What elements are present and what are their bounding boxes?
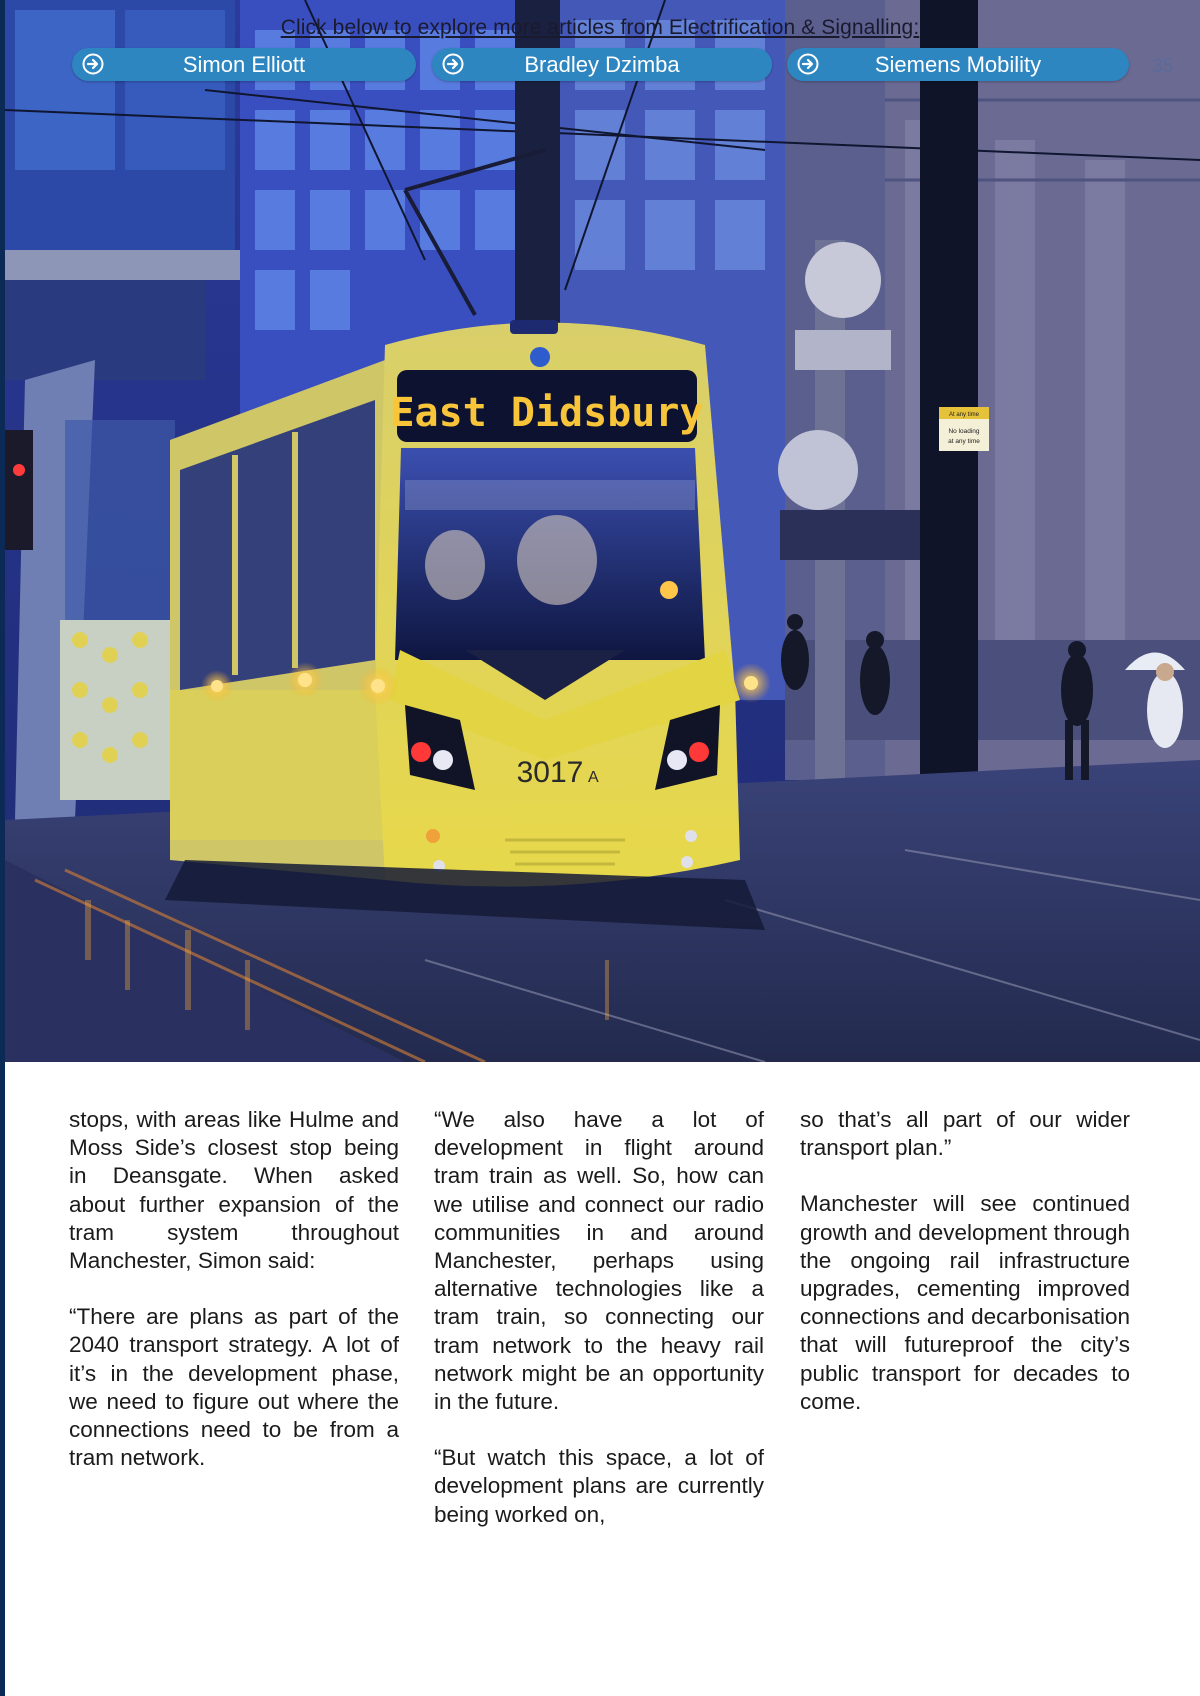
destination-display-text: East Didsbury — [390, 390, 704, 436]
sign-text-middle: No loading — [948, 428, 980, 435]
hero-photo — [5, 0, 1200, 1062]
paragraph: so that’s all part of our wider transport plan.” — [800, 1107, 1130, 1161]
tram-number-text: 3017 — [516, 756, 584, 789]
tram-photo-illustration — [5, 0, 1200, 1062]
article-button-simon-elliott[interactable] — [72, 48, 416, 81]
article-column-1 — [69, 1106, 399, 1500]
sign-text-top: At any time — [948, 412, 980, 418]
page-number: 35 — [1152, 56, 1174, 77]
arrow-right-circle-icon — [82, 53, 104, 75]
explore-articles-link[interactable]: Click below to explore more articles from Electrification & Signalling: — [280, 16, 920, 39]
paragraph: “We also have a lot of development in flight around tram train as well. So, how can we utilise and connect our radio communities in and around Manchester, perhaps using alternative technologies like a tram train, so connecting our tram network to the heavy rail network might be an opportunity in the future. — [434, 1107, 764, 1415]
arrow-right-circle-icon — [797, 53, 819, 75]
article-button-label: Simon Elliott — [182, 51, 306, 77]
article-body — [69, 1106, 1131, 1646]
sign-text-bottom: at any time — [948, 438, 980, 445]
article-column-3 — [800, 1106, 1130, 1444]
article-button-bradley-dzimba[interactable] — [432, 48, 772, 81]
paragraph: Manchester will see continued growth and development through the ongoing rail infrastructure upgrades, cementing improved connections and decarbonisation that will futureproof the city’s public transport for decades to come. — [800, 1191, 1130, 1414]
article-button-siemens-mobility[interactable] — [787, 48, 1129, 81]
tram-number-suffix: A — [588, 769, 599, 786]
article-button-label: Bradley Dzimba — [524, 51, 680, 77]
arrow-right-circle-icon — [442, 53, 464, 75]
paragraph: “But watch this space, a lot of development plans are currently being worked on, — [434, 1445, 764, 1527]
article-column-2 — [434, 1106, 764, 1557]
paragraph: “There are plans as part of the 2040 transport strategy. A lot of it’s in the development phase, we need to figure out where the connections need to be from a tram network. — [69, 1304, 399, 1471]
paragraph: stops, with areas like Hulme and Moss Side’s closest stop being in Deansgate. When asked about further expansion of the tram system throughout Manchester, Simon said: — [69, 1107, 399, 1274]
article-button-label: Siemens Mobility — [874, 51, 1042, 77]
